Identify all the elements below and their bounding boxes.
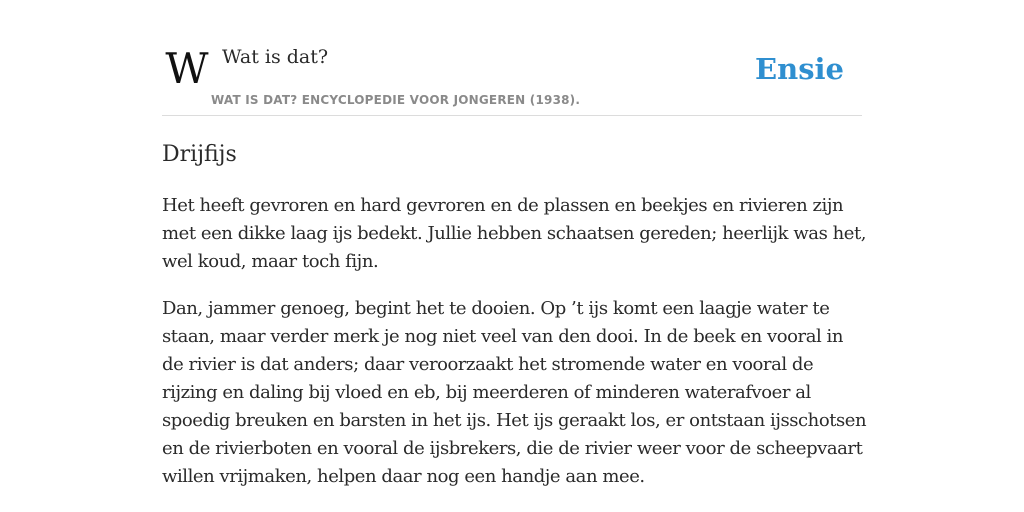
wikipedia-logo-icon[interactable] <box>164 50 210 90</box>
source-subtitle: WAT IS DAT? ENCYCLOPEDIE VOOR JONGEREN (1938). <box>211 93 581 107</box>
page-header <box>162 40 862 116</box>
source-title[interactable]: Wat is dat? <box>222 46 329 68</box>
article-paragraph: Dan, jammer genoeg, begint het te dooien. Op ’t ijs komt een laagje water te staan, maar verder merk je nog niet veel van den dooi. In de beek en vooral in de rivier is dat anders; daar veroorzaakt het stromende water en vooral de rijzing en daling bij vloed en eb, bij meerderen of minderen waterafvoer al spoedig breuken en barsten in het ijs. Het ijs geraakt los, er ontstaan ijsschotsen en de rivierboten en vooral de ijsbrekers, die de rivier weer voor de scheepvaart willen vrijmaken, helpen daar nog een handje aan mee. <box>162 298 867 487</box>
brand-logo[interactable]: Ensie <box>755 52 844 86</box>
svg-text:W: W <box>165 50 209 90</box>
article-title: Drijfijs <box>162 142 237 167</box>
article-paragraph: Het heeft gevroren en hard gevroren en de plassen en beekjes en rivieren zijn met een dikke laag ijs bedekt. Jullie hebben schaatsen gereden; heerlijk was het, wel koud, maar toch fijn. <box>162 195 867 272</box>
article <box>162 138 868 491</box>
